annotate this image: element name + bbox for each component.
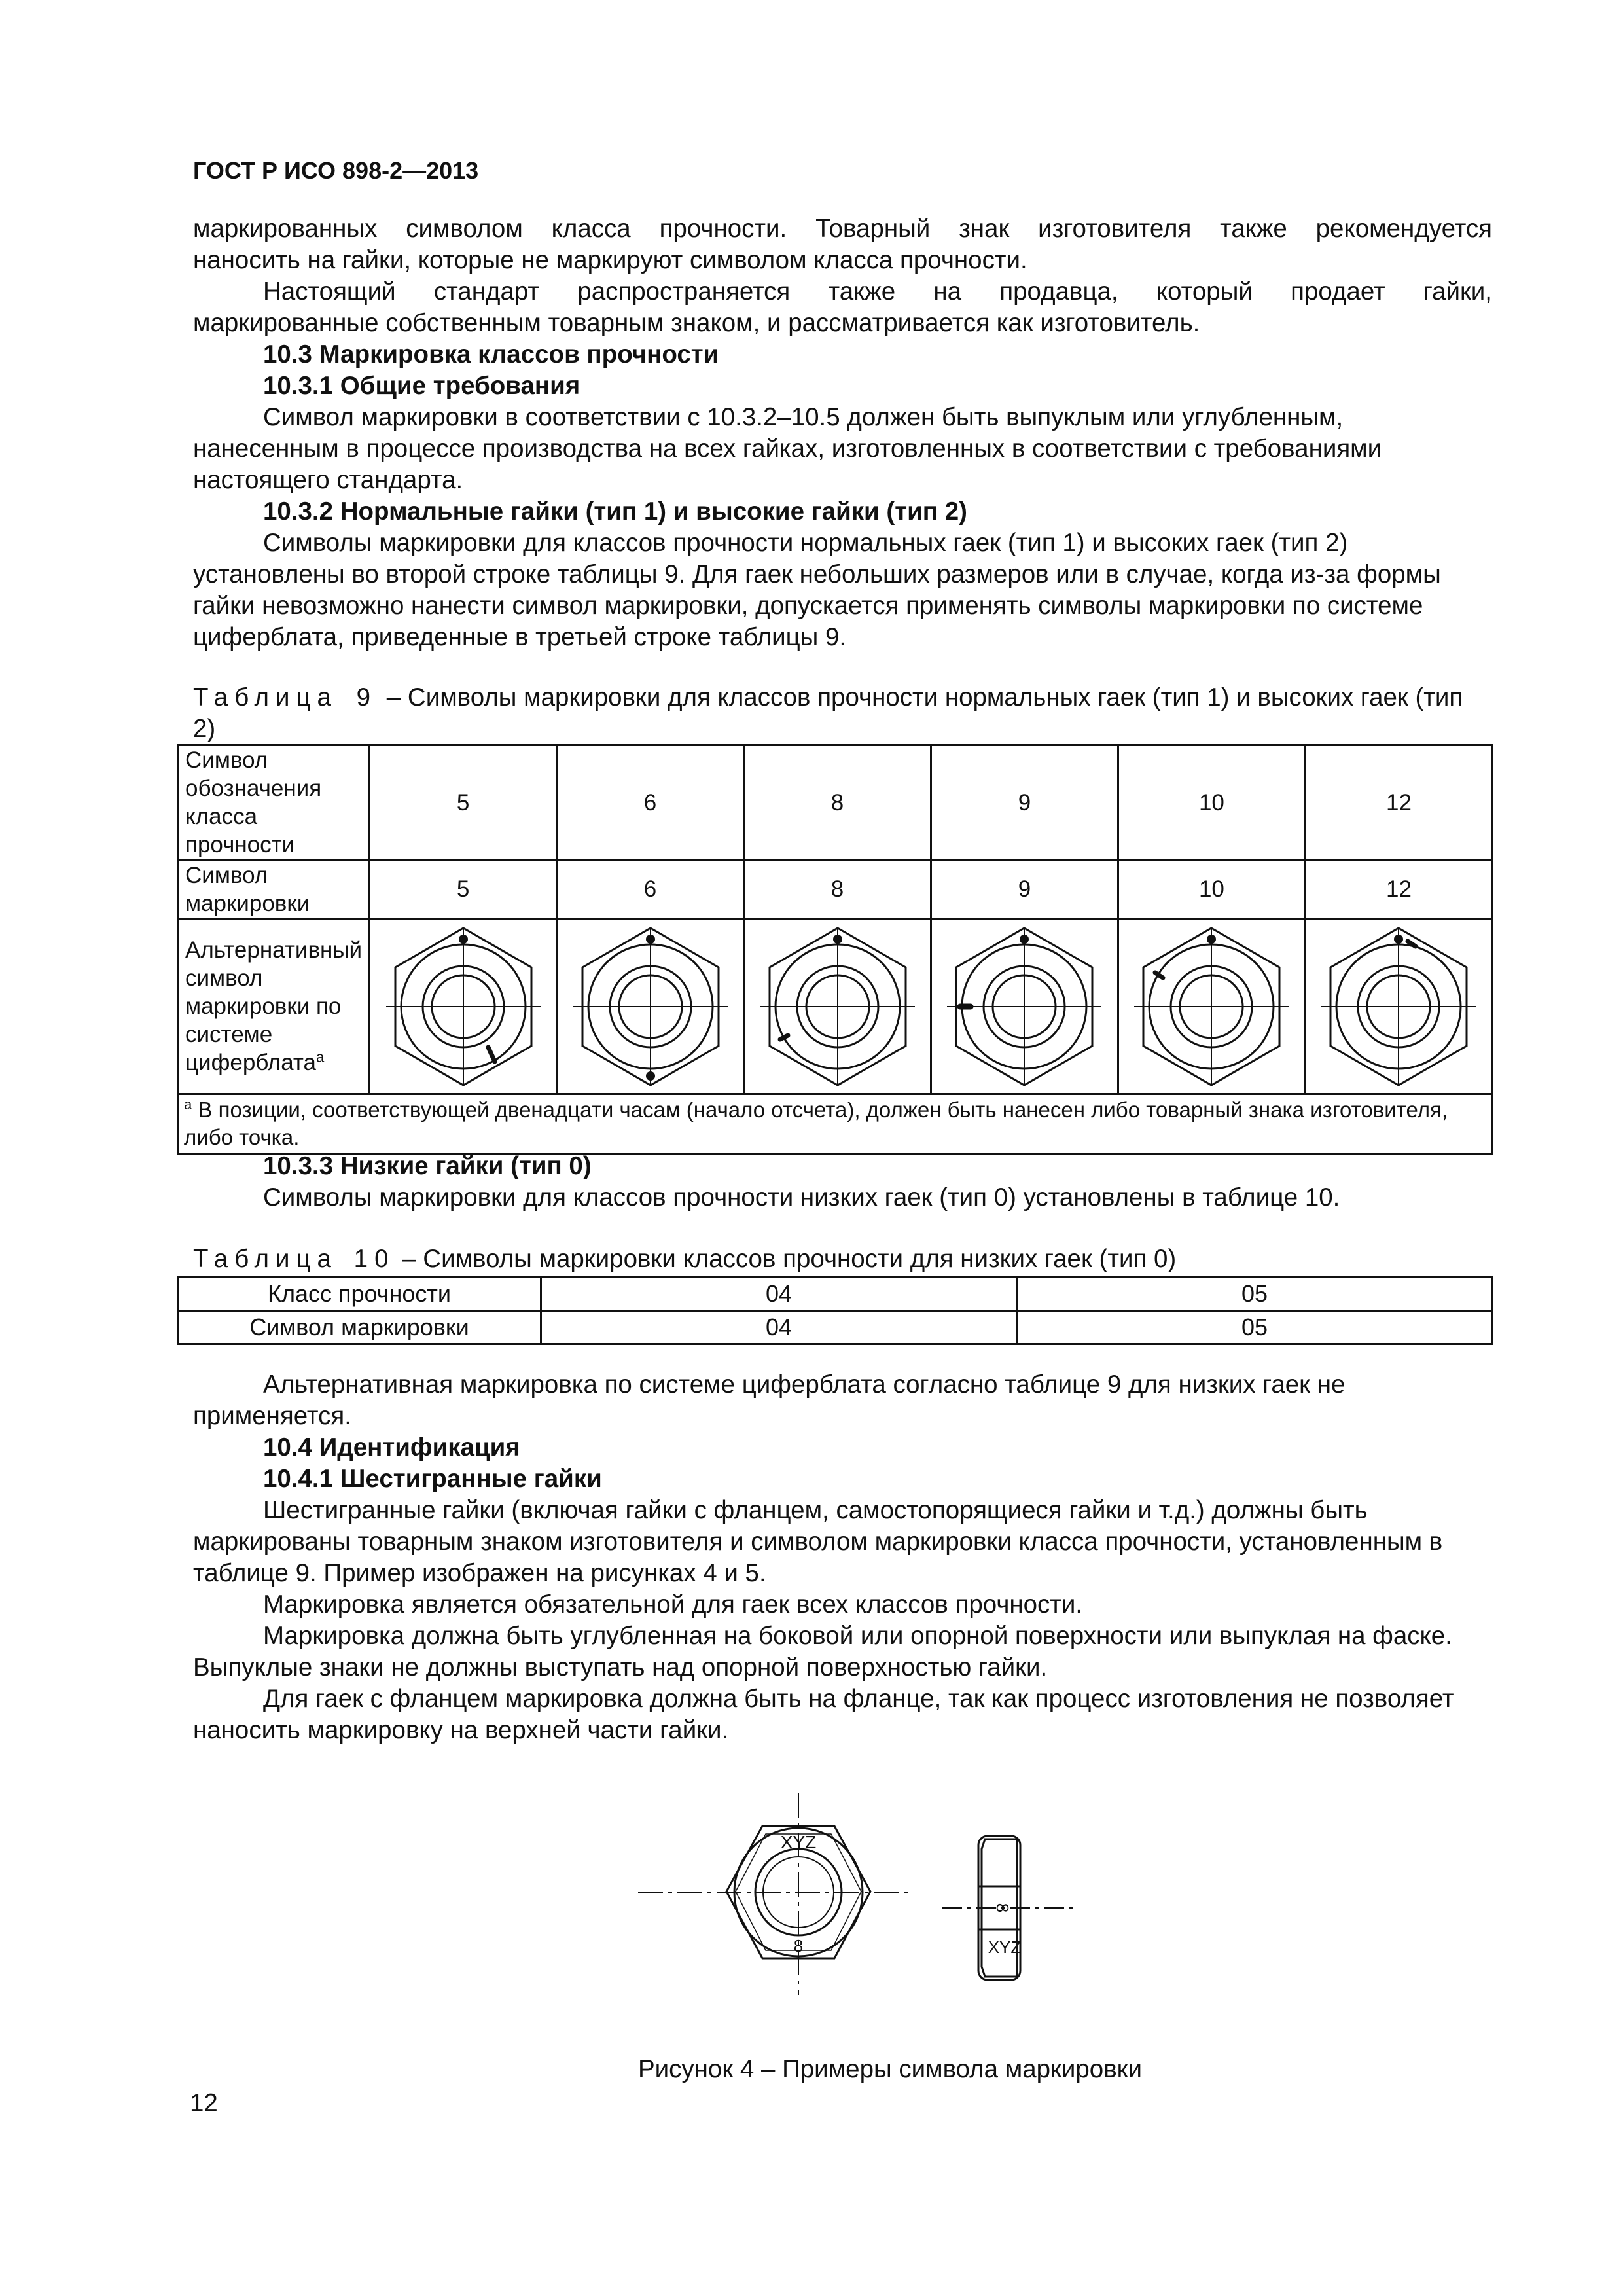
- table-cell: 8: [744, 745, 931, 860]
- table-row: [178, 745, 1493, 860]
- table-cell: 6: [557, 860, 744, 919]
- paragraph-1-line-1: маркированных символом класса прочности. Товарный знак изготовителя также рекомендуется: [193, 215, 1492, 243]
- table-cell: 04: [541, 1278, 1017, 1311]
- footnote-mark: a: [184, 1096, 192, 1113]
- heading-10-4-1: 10.4.1 Шестигранные гайки: [263, 1465, 602, 1493]
- table-cell: 10: [1118, 860, 1305, 919]
- table-10-caption: [193, 1244, 1492, 1275]
- paragraph-10-3-3: Символы маркировки для классов прочности низких гаек (тип 0) установлены в таблице 10.: [263, 1183, 1340, 1211]
- table-cell: 9: [931, 860, 1118, 919]
- clock-symbol-class-6: [557, 919, 744, 1094]
- nut-clock-8-icon: [759, 925, 916, 1088]
- table-cell: 10: [1118, 745, 1305, 860]
- figure-4-side-mark: 8: [993, 1903, 1012, 1913]
- table-cell-head: Символ маркировки: [178, 1311, 541, 1344]
- table-9-footnote: [178, 1094, 1493, 1154]
- table-cell-head: [178, 919, 370, 1094]
- nut-clock-10-icon: [1133, 925, 1290, 1088]
- table-cell-head: Символ обозначения класса прочности: [178, 745, 370, 860]
- heading-10-4: 10.4 Идентификация: [263, 1433, 520, 1462]
- table-cell: 6: [557, 745, 744, 860]
- clock-symbol-class-9: [931, 919, 1118, 1094]
- table-row: [178, 919, 1493, 1094]
- nut-clock-5-icon: [385, 925, 542, 1088]
- figure-4-caption: Рисунок 4 – Примеры символа маркировки: [637, 2055, 1143, 2083]
- table-cell: 05: [1017, 1278, 1493, 1311]
- table-cell-head: Класс прочности: [178, 1278, 541, 1311]
- table-cell: 5: [370, 745, 557, 860]
- nut-clock-6-icon: [572, 925, 729, 1088]
- heading-10-3-2: 10.3.2 Нормальные гайки (тип 1) и высокие гайки (тип 2): [263, 497, 967, 526]
- table-cell: 8: [744, 860, 931, 919]
- table-cell: 12: [1305, 860, 1492, 919]
- section-10-4: [193, 1369, 1492, 1746]
- paragraph-recessed: Маркировка должна быть углубленная на боковой или опорной поверхности или выпуклая на фаске. Выпуклые знаки не должны выступать над опорной поверхностью гайки.: [193, 1622, 1452, 1681]
- paragraph-10-4-1: Шестигранные гайки (включая гайки с фланцем, самостопорящиеся гайки и т.д.) должны быть маркированы товарным знаком изготовителя и символом маркировки класса прочности, установленным в таблице 9. Пример изображен на рисунках 4 и 5.: [193, 1496, 1443, 1587]
- figure-4-side-mark-bottom: XYZ: [988, 1937, 1022, 1957]
- paragraph-2-line-2: маркированные собственным товарным знаком, и рассматривается как изготовитель.: [193, 309, 1200, 337]
- table-cell: 05: [1017, 1311, 1493, 1344]
- table-9: [177, 744, 1493, 1155]
- document-header: ГОСТ Р ИСО 898-2—2013: [193, 157, 479, 184]
- paragraph-2: [193, 276, 1492, 339]
- heading-10-3-1: 10.3.1 Общие требования: [263, 372, 580, 400]
- table-9-caption-number: 9: [356, 683, 371, 711]
- table-9-caption-word: Таблица: [193, 683, 338, 711]
- table-10: [177, 1276, 1493, 1345]
- figure-4-top-mark: XYZ: [780, 1832, 817, 1852]
- paragraph-alt-marking: Альтернативная маркировка по системе циферблата согласно таблице 9 для низких гаек не применяется.: [193, 1371, 1346, 1430]
- paragraph-mandatory: Маркировка является обязательной для гаек всех классов прочности.: [263, 1590, 1083, 1619]
- paragraph-10-3-2: Символы маркировки для классов прочности нормальных гаек (тип 1) и высоких гаек (тип 2) установлены во второй строке таблицы 9. Для гаек небольших размеров или в случае, когда из-за формы гайки невозможно нанести символ маркировки, допускается применять символы маркировки по системе циферблата, приведенные в третьей строке таблицы 9.: [193, 529, 1441, 651]
- paragraph-1: [193, 213, 1492, 276]
- table-10-caption-number: 10: [353, 1245, 395, 1273]
- table-cell: 12: [1305, 745, 1492, 860]
- heading-10-3: 10.3 Маркировка классов прочности: [263, 340, 719, 368]
- table-cell-head: Символ маркировки: [178, 860, 370, 919]
- table-cell: 9: [931, 745, 1118, 860]
- clock-symbol-class-5: [370, 919, 557, 1094]
- table-row: [178, 860, 1493, 919]
- figure-4-bottom-mark: 8: [793, 1936, 804, 1956]
- table-10-caption-word: Таблица: [193, 1245, 338, 1273]
- nut-clock-12-icon: [1320, 925, 1477, 1088]
- section-10-3: [193, 339, 1492, 653]
- footnote-text: В позиции, соответствующей двенадцати часам (начало отсчета), должен быть нанесен либо товарный знака изготовителя, либо точка.: [184, 1098, 1448, 1149]
- alt-symbol-label: Альтернативный символ маркировки по системе циферблата: [185, 937, 363, 1075]
- table-row: [178, 1311, 1493, 1344]
- heading-10-3-3: 10.3.3 Низкие гайки (тип 0): [263, 1152, 592, 1180]
- section-10-3-3: [193, 1151, 1492, 1213]
- paragraph-1-line-2: наносить на гайки, которые не маркируют символом класса прочности.: [193, 246, 1027, 274]
- figure-4-drawing: [628, 1787, 1099, 2036]
- table-row: [178, 1278, 1493, 1311]
- table-9-caption-text: – Символы маркировки для классов прочности нормальных гаек (тип 1) и высоких гаек (тип 2): [193, 683, 1463, 743]
- table-10-caption-text: – Символы маркировки классов прочности для низких гаек (тип 0): [402, 1245, 1177, 1273]
- clock-symbol-class-10: [1118, 919, 1305, 1094]
- nut-clock-9-icon: [946, 925, 1103, 1088]
- footnote-ref: a: [316, 1049, 325, 1066]
- clock-symbol-class-8: [744, 919, 931, 1094]
- paragraph-flange: Для гаек с фланцем маркировка должна быть на фланце, так как процесс изготовления не позволяет наносить маркировку на верхней части гайки.: [193, 1685, 1454, 1744]
- table-cell: 04: [541, 1311, 1017, 1344]
- page-number: 12: [190, 2089, 218, 2117]
- paragraph-10-3-1: Символ маркировки в соответствии с 10.3.2–10.5 должен быть выпуклым или углубленным, нанесенным в процессе производства на всех гайках, изготовленных в соответствии с требованиями настоящего стандарта.: [193, 403, 1382, 494]
- table-row: [178, 1094, 1493, 1154]
- table-9-caption: [193, 682, 1492, 745]
- table-cell: 5: [370, 860, 557, 919]
- clock-symbol-class-12: [1305, 919, 1492, 1094]
- paragraph-2-line-1: Настоящий стандарт распространяется также на продавца, который продает гайки,: [263, 278, 1492, 306]
